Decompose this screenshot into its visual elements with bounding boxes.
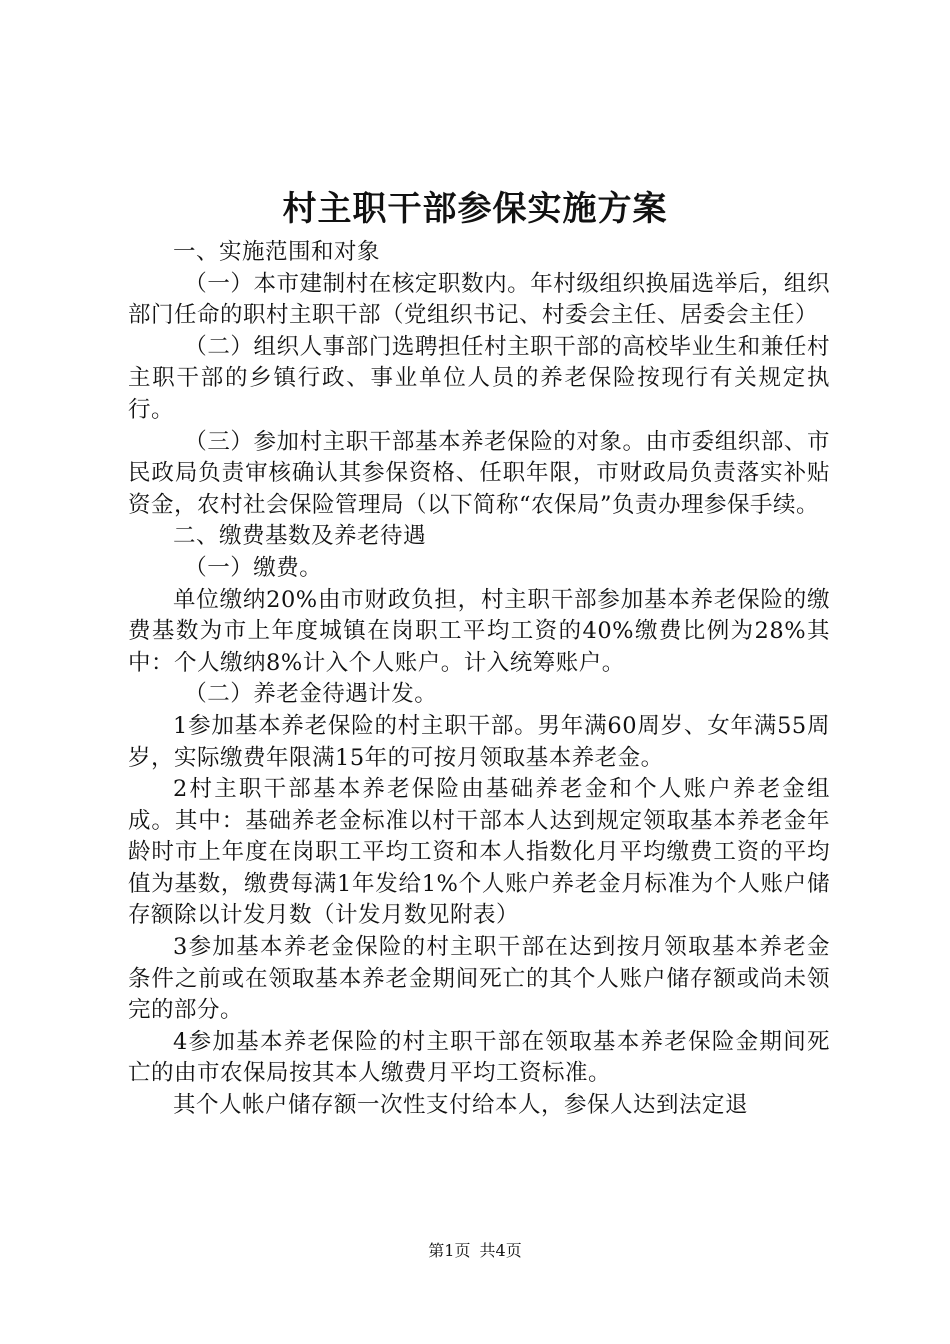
document-title: 村主职干部参保实施方案 [282, 189, 668, 229]
page-total: 共4页 [479, 1241, 522, 1260]
paragraph: 1参加基本养老保险的村主职干部。男年满60周岁、女年满55周岁，实际缴费年限满15年的可按月领取基本养老金。 [128, 712, 830, 771]
section-heading: 一、实施范围和对象 [173, 239, 381, 265]
document-body [128, 237, 830, 1122]
page-number: 第1页 [428, 1241, 471, 1260]
paragraph: 3参加基本养老金保险的村主职干部在达到按月领取基本养老金条件之前或在领取基本养老金期间死亡的其个人账户储存额或尚未领完的部分。 [128, 934, 830, 1024]
paragraph: 单位缴纳20%由市财政负担，村主职干部参加基本养老保险的缴费基数为市上年度城镇在岗职工平均工资的40%缴费比例为28%其中：个人缴纳8%计入个人账户。计入统筹账户。 [128, 586, 830, 676]
paragraph: 其个人帐户储存额一次性支付给本人，参保人达到法定退 [173, 1092, 749, 1119]
paragraph: （二）组织人事部门选聘担任村主职干部的高校毕业生和兼任村主职干部的乡镇行政、事业单位人员的养老保险按现行有关规定执行。 [128, 333, 830, 423]
sub-heading: （二）养老金待遇计发。 [184, 681, 438, 708]
page-footer [0, 1240, 950, 1262]
paragraph: （三）参加村主职干部基本养老保险的对象。由市委组织部、市民政局负责审核确认其参保资格、任职年限，市财政局负责落实补贴资金，农村社会保险管理局（以下简称“农保局”负责办理参保手续。 [128, 428, 830, 518]
paragraph: 2村主职干部基本养老保险由基础养老金和个人账户养老金组成。其中：基础养老金标准以村干部本人达到规定领取基本养老金年龄时市上年度在岗职工平均工资和本人指数化月平均缴费工资的平均值为基数，缴费每满1年发给1%个人账户养老金月标准为个人账户储存额除以计发月数（计发月数见附表） [128, 776, 830, 929]
sub-heading: （一）缴费。 [184, 554, 323, 581]
paragraph: 4参加基本养老保险的村主职干部在领取基本养老保险金期间死亡的由市农保局按其本人缴费月平均工资标准。 [128, 1028, 830, 1087]
section-heading: 二、缴费基数及养老待遇 [173, 523, 427, 550]
paragraph: （一）本市建制村在核定职数内。年村级组织换届选举后，组织部门任命的职村主职干部（党组织书记、村委会主任、居委会主任） [128, 270, 830, 329]
